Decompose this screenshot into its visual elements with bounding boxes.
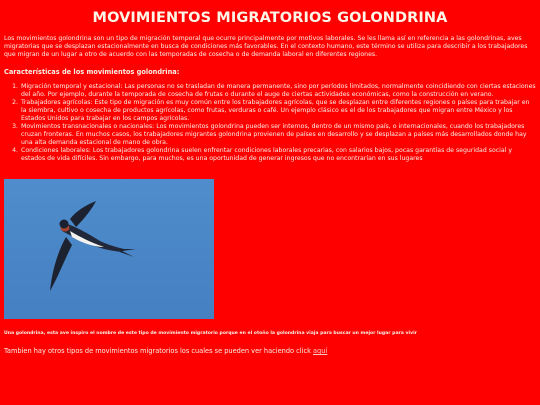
list-item: 1. Migración temporal y estacional: Las personas no se trasladan de manera permanente, sino por períodos limitados, normalmente coincidiendo con ciertas estaciones del año. Por ejemplo, durante la temporada de cosecha de frutas o durante el auge de ciertas actividades económicas, como la construcción en verano. xyxy=(20,83,536,99)
footer-note xyxy=(4,347,536,356)
list-item: 4. Condiciones laborales: Los trabajadores golondrina suelen enfrentar condiciones laborales precarias, con salarios bajos, pocas garantías de seguridad social y estados de vida difíciles. Sin embargo, para muchos, es una oportunidad de generar ingresos que no encontrarían en sus lugares xyxy=(20,147,536,163)
footer-text: Tambien hay otros tipos de movimientos migratorios los cuales se pueden ver haciendo click xyxy=(4,347,313,355)
page-title: MOVIMIENTOS MIGRATORIOS GOLONDRINA xyxy=(92,10,448,26)
list-item: 3. Movimientos transnacionales o nacionales: Los movimientos golondrina pueden ser internos, dentro de un mismo país, o internacionales, cuando los trabajadores cruzan fronteras. En muchos casos, los trabajadores migrantes golondrina provienen de países en desarrollo y se desplazan a países más desarrollados donde hay una alta demanda estacional de mano de obra. xyxy=(20,123,536,147)
more-migrations-link[interactable]: aquí xyxy=(313,347,328,355)
swallow-bird-icon xyxy=(4,179,214,319)
image-caption: Una golondrina, esta ave inspiro el nombre de este tipo de movimiento migratorio porque en el otoño la golondrina viaja para buscar un mejor lugar para vivir xyxy=(4,331,417,336)
characteristics-list xyxy=(4,83,536,163)
characteristics-heading: Características de los movimientos golondrina: xyxy=(4,68,180,76)
intro-paragraph: Los movimientos golondrina son un tipo de migración temporal que ocurre principalmente por motivos laborales. Se les llama así en referencia a las golondrinas, aves migratorias que se desplazan estacionalmente en busca de condiciones más favorables. En el contexto humano, este término se utiliza para describir a los trabajadores que migran de un lugar a otro de acuerdo con las temporadas de cosecha o de demanda laboral en diferentes regiones. xyxy=(4,35,528,58)
list-item: 2. Trabajadores agrícolas: Este tipo de migración es muy común entre los trabajadores agrícolas, que se desplazan entre diferentes regiones o países para trabajar en la siembra, cultivo o cosecha de productos agrícolas, como frutas, verduras o café. Un ejemplo clásico es el de los trabajadores que migran entre México y los Estados Unidos para trabajar en los campos agrícolas. xyxy=(20,99,536,123)
swallow-photo xyxy=(4,179,214,319)
